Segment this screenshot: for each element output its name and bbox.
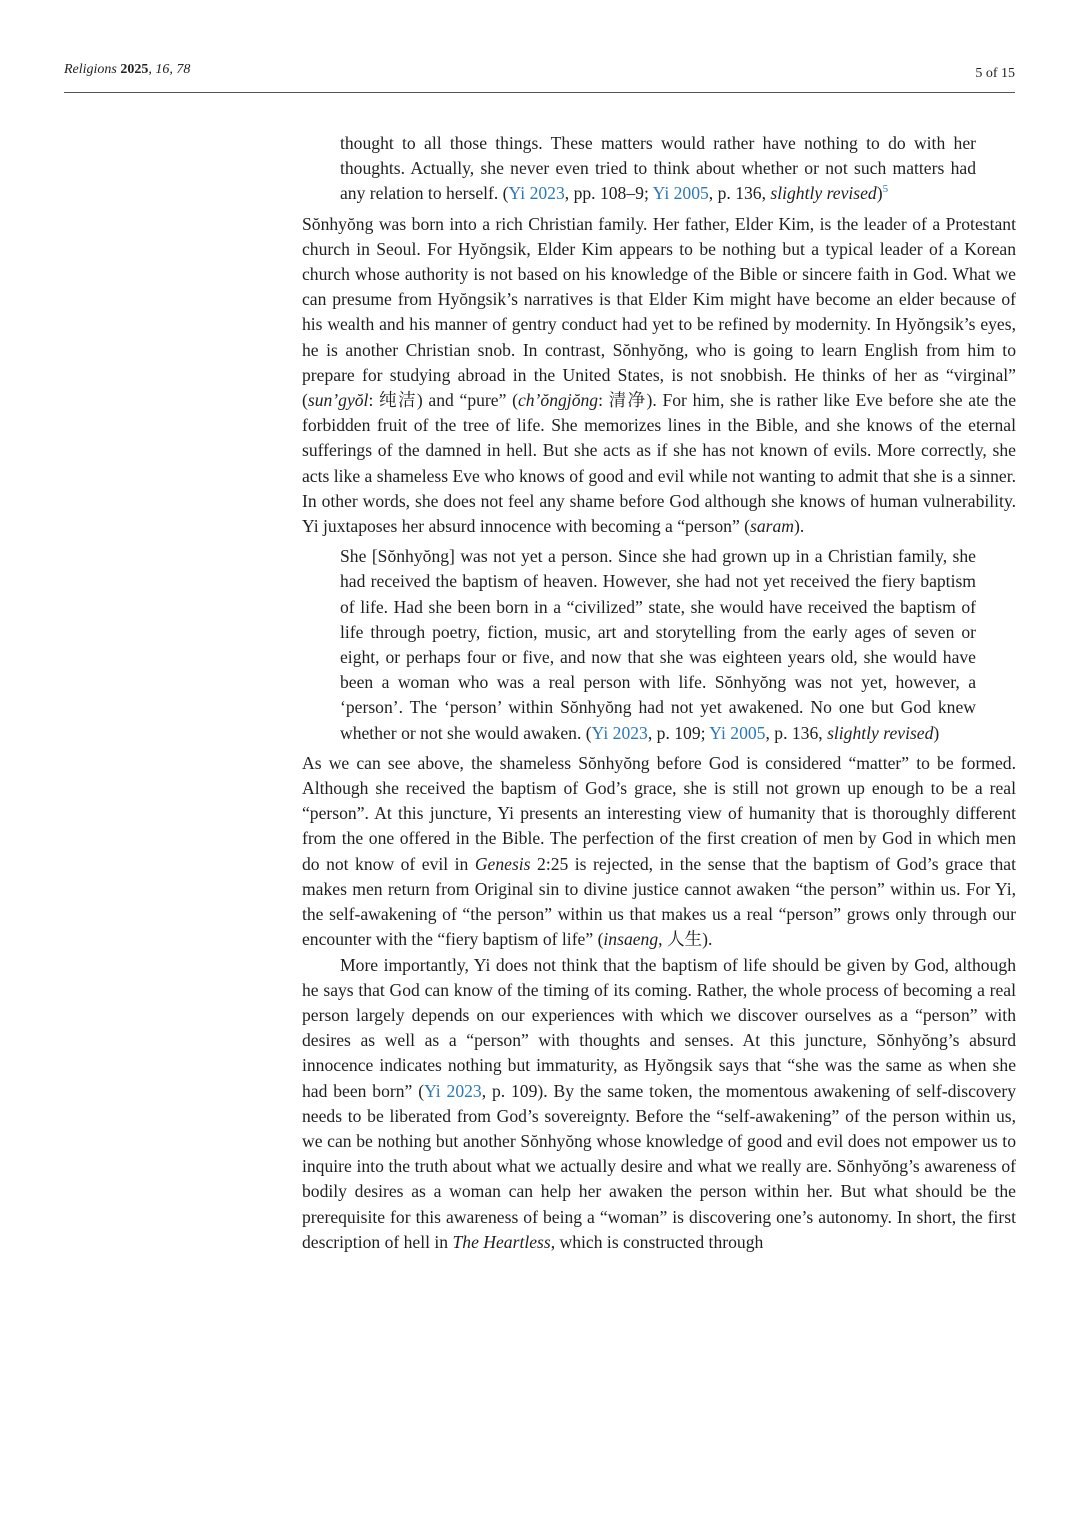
- citation-link[interactable]: Yi 2005: [652, 183, 709, 204]
- journal-citation: [64, 62, 190, 78]
- block-quote-2: She [Sŏnhyŏng] was not yet a person. Since she had grown up in a Christian family, she had received the baptism of heaven. However, she had not yet received the fiery baptism of life. Had she been born in a “civilized” state, she would have received the baptism of life through poetry, fiction, music, art and storytelling from the early ages of seven or eight, or perhaps four or five, and now that she was eighteen years old, she would have been a woman who was a real person with life. Sŏnhyŏng was not yet, however, a ‘person’. The ‘person’ within Sŏnhyŏng had not yet awakened. No one but God knew whether or not she would awaken. (Yi 2023, p. 109; Yi 2005, p. 136, slightly revised): [340, 546, 976, 743]
- journal-year: 2025: [120, 62, 149, 77]
- korean-term: insaeng: [603, 929, 659, 950]
- header-rule: [64, 92, 1015, 93]
- running-header: [64, 62, 1015, 84]
- book-title: Genesis: [474, 853, 531, 874]
- paragraph-1: Sŏnhyŏng was born into a rich Christian family. Her father, Elder Kim, is the leader of a Protestant church in Seoul. For Hyŏngsik, Elder Kim appears to be nothing but a typical leader of a Korean church whose authority is not based on his knowledge of the Bible or sincere faith in God. What we can presume from Hyŏngsik’s narratives is that Elder Kim might have become an elder because of his wealth and his manner of gentry conduct had yet to be refined by modernity. In Hyŏngsik’s eyes, he is another Christian snob. In contrast, Sŏnhyŏng, who is going to learn English from him to prepare for studying abroad in the United States, is not snobbish. He thinks of her as “virginal” (sun’gyŏl: 纯洁) and “pure” (ch’ŏngjŏng: 清净). For him, she is rather like Eve before she ate the forbidden fruit of the tree of life. She memorizes lines in the Bible, and she knows of the eternal sufferings of the damned in hell. But she acts as if she has not known of evils. More correctly, she acts like a shameless Eve who knows of good and evil while not wanting to admit that she is a sinner. In other words, she does not feel any shame before God although she knows of human vulnerability. Yi juxtaposes her absurd innocence with becoming a “person” (saram).: [302, 213, 1016, 537]
- journal-volume: , 16, 78: [148, 62, 191, 77]
- article-body: [302, 131, 1016, 1255]
- citation-link[interactable]: Yi 2023: [424, 1080, 482, 1101]
- paragraph-3: More importantly, Yi does not think that the baptism of life should be given by God, although he says that God can know of the timing of its coming. Rather, the whole process of becoming a real person largely depends on our experiences with which we discover ourselves as a “person” with desires as well as a “person” with thoughts and senses. At this juncture, Sŏnhyŏng’s absurd innocence indicates nothing but immaturity, as Hyŏngsik says that “she was the same as when she had been born” (Yi 2023, p. 109). By the same token, the momentous awakening of self-discovery needs to be liberated from God’s sovereignty. Before the “self-awakening” of the person within us, we can be nothing but another Sŏnhyŏng whose knowledge of good and evil does not empower us to inquire into the truth about what we actually desire and what we really are. Sŏnhyŏng’s awareness of bodily desires as a woman can help her awaken the person within her. But what should be the prerequisite for this awareness of being a “woman” is discovering one’s autonomy. In short, the first description of hell in The Heartless, which is constructed through: [302, 954, 1016, 1252]
- korean-term: sun’gyŏl: [307, 390, 369, 411]
- page-number: 5 of 15: [975, 66, 1015, 81]
- citation-link[interactable]: Yi 2023: [591, 722, 648, 743]
- citation-link[interactable]: Yi 2005: [709, 722, 766, 743]
- journal-name: Religions: [64, 62, 117, 77]
- paragraph-2: As we can see above, the shameless Sŏnhyŏng before God is considered “matter” to be formed. Although she received the baptism of God’s grace, she is still not grown up enough to be a real “person”. At this juncture, Yi presents an interesting view of humanity that is thoroughly different from the one offered in the Bible. The perfection of the first creation of men by God in which men do not know of evil in Genesis 2:25 is rejected, in the sense that the baptism of God’s grace that makes men return from Original sin to divine justice cannot awaken “the person” within us. For Yi, the self-awakening of “the person” within us that makes us a real “person” grows only through our encounter with the “fiery baptism of life” (insaeng, 人生).: [302, 752, 1016, 950]
- korean-term: ch’ŏngjŏng: [517, 390, 599, 411]
- block-quote-1: thought to all those things. These matters would rather have nothing to do with her thoughts. Actually, she never even tried to think about whether or not such matters had any relation to herself. (Yi 2023, pp. 108–9; Yi 2005, p. 136, slightly revised)$^5$: [340, 133, 976, 204]
- footnote-marker[interactable]: 5: [882, 183, 889, 196]
- citation-link[interactable]: Yi 2023: [508, 183, 565, 204]
- korean-term: saram: [750, 516, 795, 537]
- book-title: The Heartless: [452, 1231, 551, 1252]
